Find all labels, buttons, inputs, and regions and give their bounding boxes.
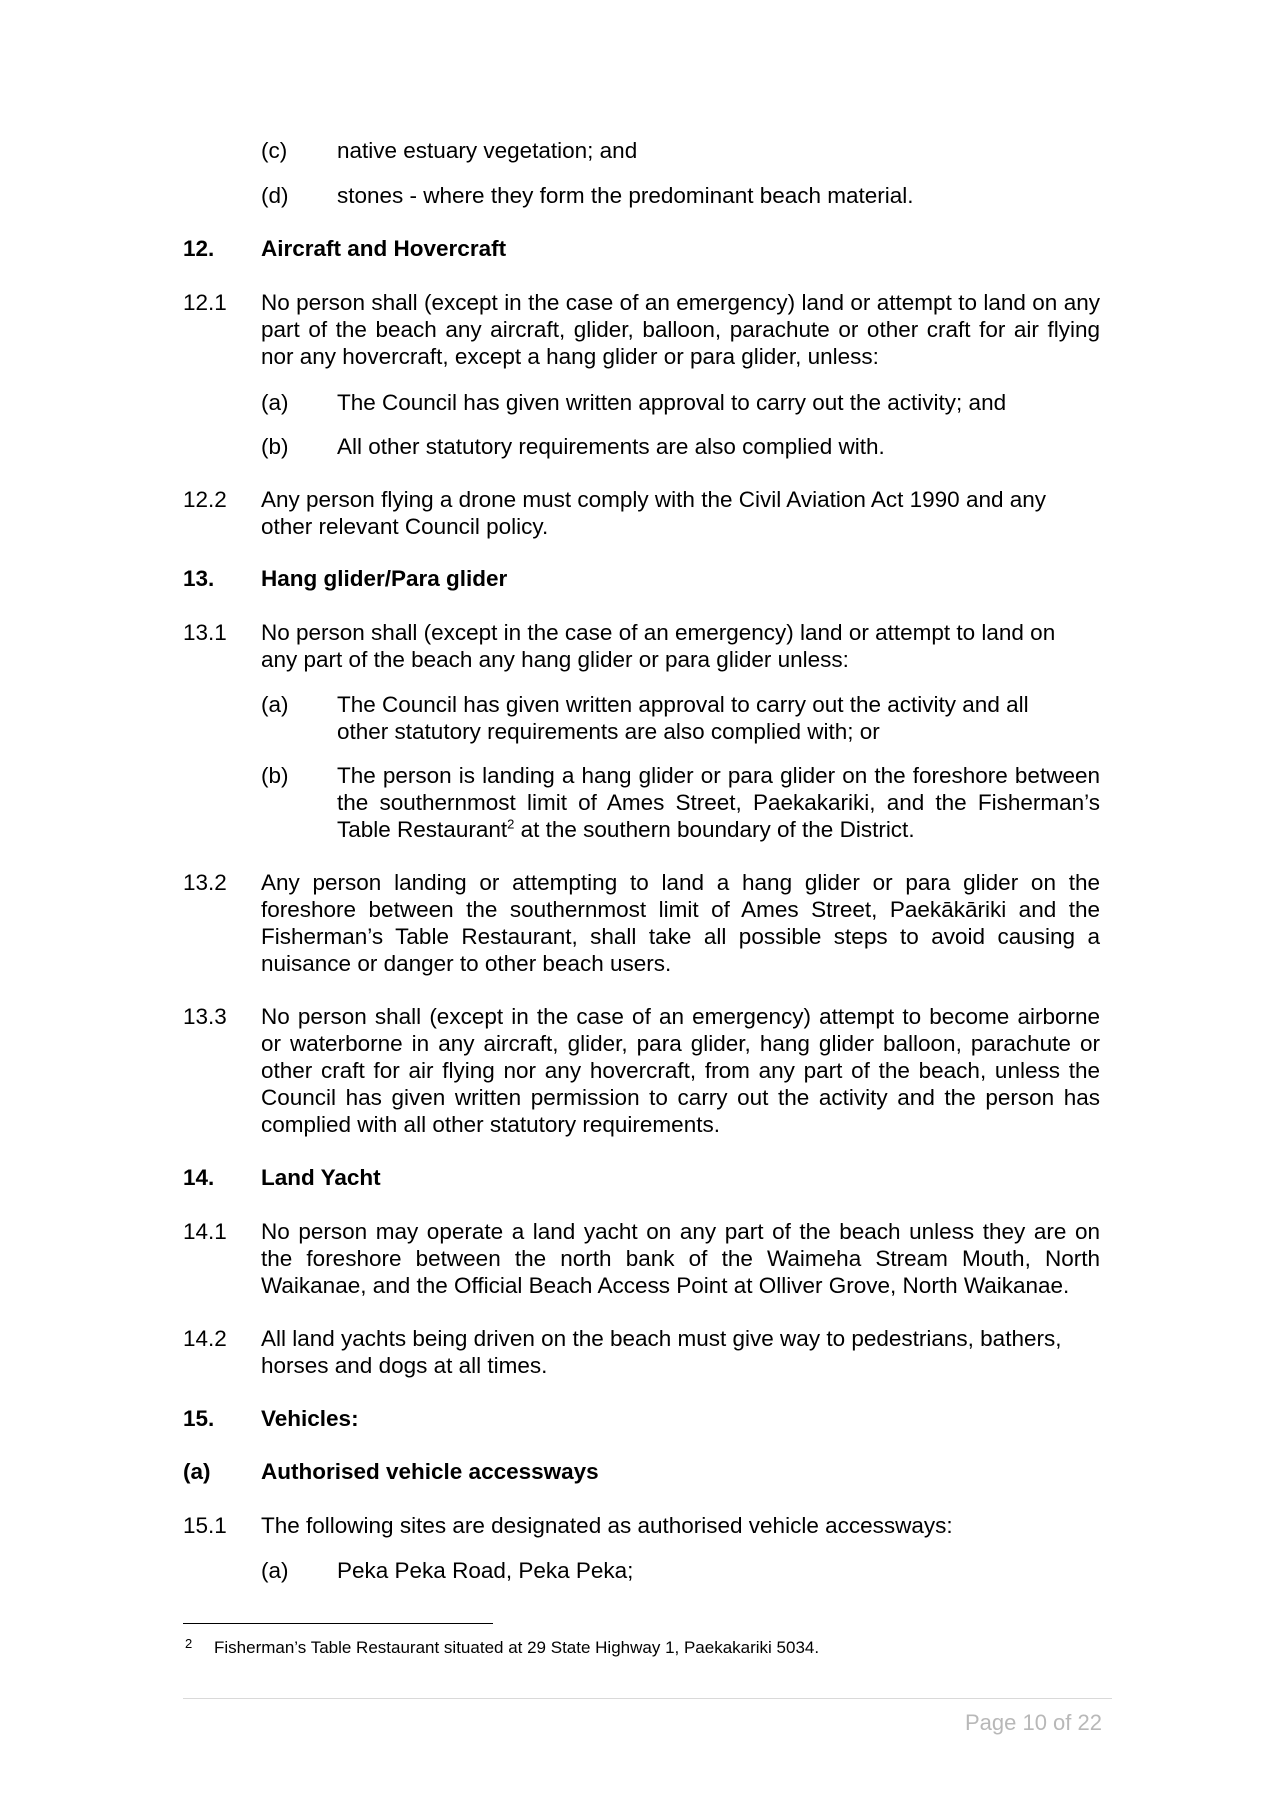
clause-number: 14.1 [183,1219,227,1244]
clause-number: 12.2 [183,487,227,512]
item-text: Peka Peka Road, Peka Peka; [337,1558,634,1583]
item-label: (a) [261,390,289,415]
item-label: (c) [261,138,288,163]
footnote-number: 2 [185,1636,193,1651]
item-text: All other statutory requirements are also complied with. [337,434,885,459]
clause-number: 15.1 [183,1513,227,1538]
item-label: (b) [261,763,289,788]
section-number: 12. [183,236,215,261]
item-text-main: The person is landing a hang glider or para glider on the foreshore between the southernmost limit of Ames Street, Paekakariki, and the Fisherman’s Table Restaurant [337,763,1100,842]
clause-text: The following sites are designated as authorised vehicle accessways: [261,1513,953,1538]
clause-text: Any person landing or attempting to land a hang glider or para glider on the foreshore between the southernmost limit of Ames Street, Paekākāriki and the Fisherman’s Table Restaurant, shall take all possible steps to avoid causing a nuisance or danger to other beach users. [261,870,1100,976]
clause-text: No person may operate a land yacht on any part of the beach unless they are on the foreshore between the north bank of the Waimeha Stream Mouth, North Waikanae, and the Official Beach Access Point at Olliver Grove, North Waikanae. [261,1219,1100,1298]
section-title: Land Yacht [261,1165,381,1190]
subsection-title: Authorised vehicle accessways [261,1459,599,1484]
item-label: (a) [261,1558,289,1583]
footnote-divider [183,1623,493,1624]
clause-number: 14.2 [183,1326,227,1351]
clause-text: No person shall (except in the case of an emergency) land or attempt to land on any part of the beach any aircraft, glider, balloon, parachute or other craft for air flying nor any hovercraft, except a hang glider or para glider, unless: [261,290,1100,369]
clause-number: 13.3 [183,1004,227,1029]
section-number: 14. [183,1165,215,1190]
clause-number: 13.2 [183,870,227,895]
clause-text: No person shall (except in the case of an emergency) attempt to become airborne or waterborne in any aircraft, glider, para glider, hang glider balloon, parachute or other craft for air flying nor any hovercraft, from any part of the beach, unless the Council has given written permission to carry out the activity and the person has complied with all other statutory requirements. [261,1004,1100,1137]
item-text-tail: at the southern boundary of the District. [514,817,915,842]
footnote-text: Fisherman’s Table Restaurant situated at 29 State Highway 1, Paekakariki 5034. [214,1638,820,1657]
clause-number: 12.1 [183,290,227,315]
section-title: Aircraft and Hovercraft [261,236,507,261]
subsection-label: (a) [183,1459,211,1484]
page-number: Page 10 of 22 [964,1710,1102,1735]
section-title: Vehicles: [261,1406,359,1431]
clause-text: All land yachts being driven on the beach must give way to pedestrians, bathers, horses and dogs at all times. [261,1326,1062,1378]
item-text: native estuary vegetation; and [337,138,638,163]
item-text: The Council has given written approval to carry out the activity; and [337,390,1007,415]
item-label: (a) [261,692,289,717]
footnote-ref: 2 [507,816,515,832]
clause-text: Any person flying a drone must comply with the Civil Aviation Act 1990 and any other relevant Council policy. [261,487,1047,539]
section-title: Hang glider/Para glider [261,566,508,591]
clause-text: No person shall (except in the case of an emergency) land or attempt to land on any part of the beach any hang glider or para glider unless: [261,620,1056,672]
item-text: stones - where they form the predominant beach material. [337,183,914,208]
footer-divider [183,1698,1112,1699]
item-text [337,762,1100,843]
clause-number: 13.1 [183,620,227,645]
item-text: The Council has given written approval to carry out the activity and all other statutory requirements are also complied with; or [337,692,1029,744]
section-number: 13. [183,566,215,591]
section-number: 15. [183,1406,215,1431]
item-label: (d) [261,183,289,208]
item-label: (b) [261,434,289,459]
